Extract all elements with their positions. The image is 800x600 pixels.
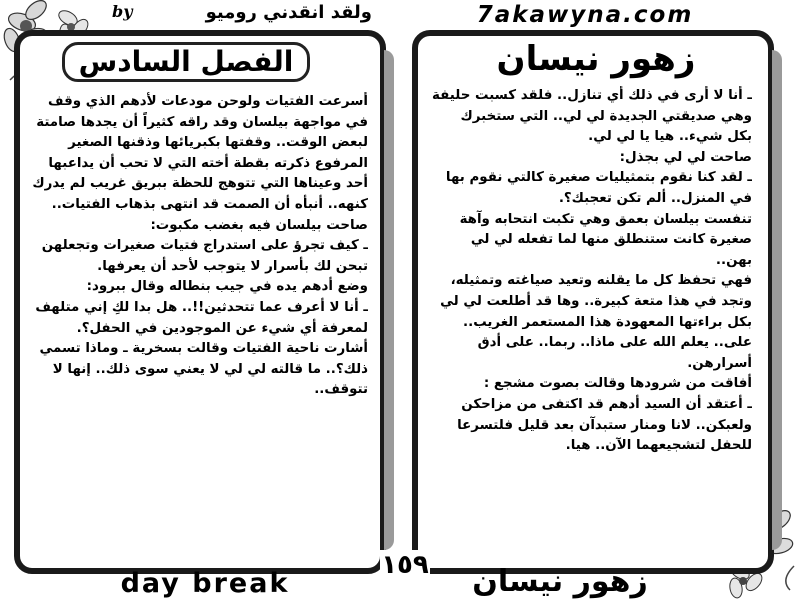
- page-number: ١٥٩: [380, 550, 430, 586]
- paragraph: صاحت لي لي بجذل:: [619, 149, 752, 165]
- credit-by-label: by: [112, 2, 133, 21]
- paragraph: ـ أعتقد أن السيد أدهم قد اكتفى من مزاحكن ولعبكن.. لانا ومنار ستبدآن بعد قليل فلتسرعا للحفل لتشجيعهما الآن.. هيا.: [457, 396, 752, 454]
- paragraph: أسرعت الفتيات ولوحن مودعات لأدهم الذي وقف في مواجهة بيلسان وقد راقه كثيراً أن يجدها صامتة لبعض الوقت.. وقفتها بكبريائها وذقنها الصغير المرفوع ذكرته بقطة أخته التي لا تحب أن يداعبها أحد وعيناها التي تتوهج للحظة ببريق غريب لم يدرك كنهه.. أنبأه أن الصمت قد انتهى بذهاب الفتيات..: [32, 94, 368, 212]
- footer-right-tag: زهور نيسان: [472, 564, 648, 599]
- author-credit: [112, 2, 372, 28]
- paragraph: أشارت ناحية الفتيات وقالت بسخرية ـ وماذا تسمي ذلك؟.. ما قالته لي لي لا يعني سوى ذلك.. إنها لا تتوقف..: [39, 341, 368, 398]
- paragraph: وضع أدهم يده في جيب بنطاله وقال ببرود:: [86, 279, 368, 295]
- footer-left-tag: day break: [120, 568, 290, 599]
- site-watermark: 7akawyna.com: [476, 2, 694, 28]
- left-page-body: [32, 92, 368, 558]
- paragraph: ـ كيف تجرؤ على استدراج فتيات صغيرات وتجعلهن تبحن لك بأسرار لا يتوجب لأحد أن يعرفها.: [41, 238, 368, 274]
- paragraph: فهي تحفظ كل ما يقلنه وتعيد صياغته وتمثيله، وتجد في هذا متعة كبيرة.. وها قد أطلعت لي لي بكل براءتها المعهودة هذا المستعمر الغريب.. على.. يعلم الله على ماذا.. ربما.. على أدق أسرارهن.: [440, 273, 752, 371]
- paragraph: ـ لقد كنا نقوم بتمثيليات صغيرة كالتي نقوم بها في المنزل.. ألم تكن تعجبك؟.: [445, 170, 752, 206]
- paragraph: ـ أنا لا أعرف عما تتحدثين!!.. هل بدا لكِ إني متلهف لمعرفة أي شيء عن الموجودين في الحفل؟.: [35, 299, 368, 336]
- chapter-title: الفصل السادس: [62, 42, 310, 82]
- paragraph: تنفست بيلسان بعمق وهي تكبت انتحابه وآهة صغيرة كانت ستنطلق منها لما تفعله لي لي بهن..: [459, 211, 752, 268]
- paragraph: صاحت بيلسان فيه بغضب مكبوت:: [150, 217, 368, 233]
- credit-name: ولقد انقدني روميو: [205, 2, 372, 23]
- story-title: زهور نيسان: [496, 39, 696, 79]
- paragraph: أفاقت من شرودها وقالت بصوت مشجع :: [483, 376, 752, 392]
- paragraph: ـ أنا لا أرى في ذلك أي تنازل.. فلقد كسبت حليفة وهي صديقتي الجديدة لي لي.. التي ستخبرك بكل شيء.. هيا يا لي لي.: [432, 88, 752, 145]
- right-page-body: [432, 86, 752, 556]
